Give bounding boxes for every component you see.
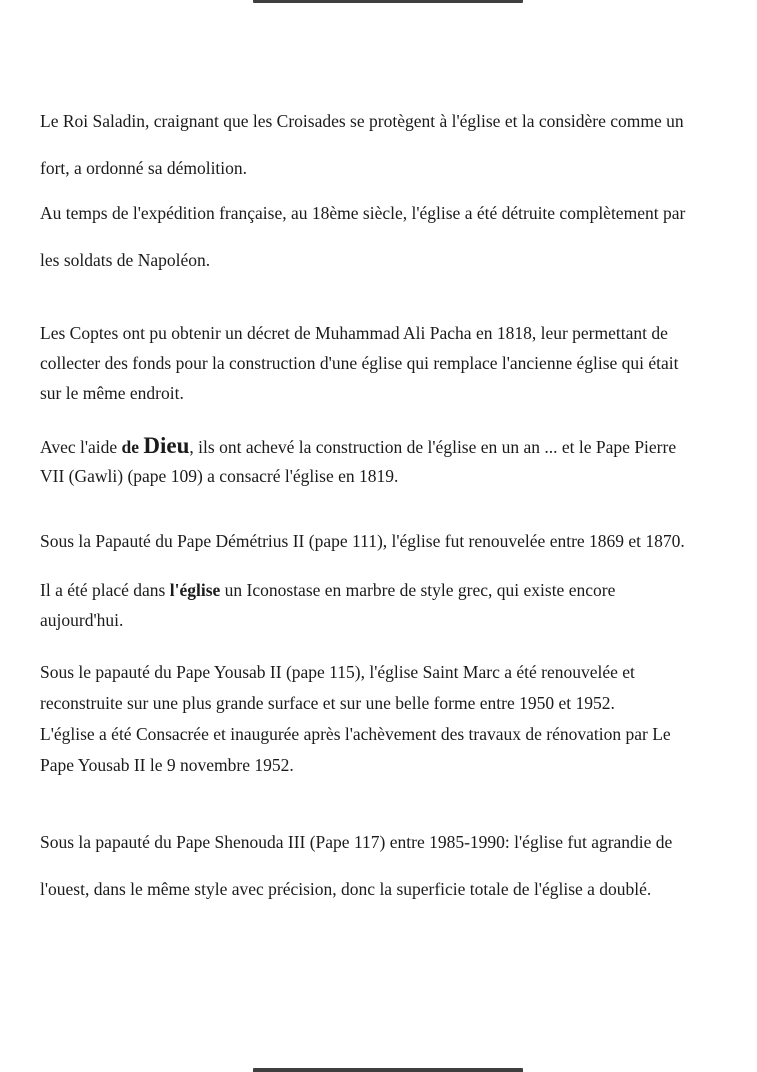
bold-text: de [121, 437, 144, 457]
text-line: les soldats de Napoléon. [40, 250, 211, 270]
text-segment: Il a été placé dans [40, 580, 170, 600]
text-line: Au temps de l'expédition française, au 18ème siècle, l'église a été détruite complètement par [40, 203, 686, 223]
text-line: VII (Gawli) (pape 109) a consacré l'église en 1819. [40, 466, 399, 486]
text-segment: un Iconostase en marbre de style grec, qui existe encore [220, 580, 616, 600]
cropped-element-top-edge [253, 0, 523, 3]
text-line: Le Roi Saladin, craignant que les Croisades se protègent à l'église et la considère comme un [40, 111, 684, 131]
text-line [40, 431, 740, 461]
text-line: sur le même endroit. [40, 383, 184, 403]
text-line: collecter des fonds pour la construction d'une église qui remplace l'ancienne église qui était [40, 353, 679, 373]
text-line: L'église a été Consacrée et inaugurée après l'achèvement des travaux de rénovation par Le [40, 724, 671, 744]
text-line: reconstruite sur une plus grande surface et sur une belle forme entre 1950 et 1952. [40, 693, 615, 713]
bold-large-text-dieu: Dieu [143, 433, 190, 458]
text-line [40, 575, 740, 605]
paragraph-iconostase [40, 575, 740, 635]
bold-text-eglise: l'église [169, 580, 221, 600]
text-line: Les Coptes ont pu obtenir un décret de Muhammad Ali Pacha en 1818, leur permettant de [40, 323, 668, 343]
paragraph-expedition-francaise [40, 190, 740, 284]
text-line: Sous le papauté du Pape Yousab II (pape 115), l'église Saint Marc a été renouvelée et [40, 662, 635, 682]
text-line: Sous la papauté du Pape Shenouda III (Pape 117) entre 1985-1990: l'église fut agrandie de [40, 832, 673, 852]
paragraph-decret-1818 [40, 318, 740, 408]
cropped-element-bottom-edge [253, 1068, 523, 1072]
text-line: fort, a ordonné sa démolition. [40, 158, 248, 178]
paragraph-yousab [40, 657, 740, 781]
text-line: Pape Yousab II le 9 novembre 1952. [40, 755, 294, 775]
text-segment: , ils ont achevé la construction de l'église en un an ... et le Pape Pierre [189, 437, 677, 457]
text-segment: Avec l'aide [40, 437, 122, 457]
paragraph-saladin [40, 98, 740, 192]
paragraph-demetrius [40, 526, 740, 556]
text-line: aujourd'hui. [40, 610, 124, 630]
text-line: l'ouest, dans le même style avec précision, donc la superficie totale de l'église a doublé. [40, 879, 652, 899]
paragraph-consecration-1819 [40, 431, 740, 491]
text-line: Sous la Papauté du Pape Démétrius II (pape 111), l'église fut renouvelée entre 1869 et 1870. [40, 531, 685, 551]
paragraph-shenouda [40, 819, 740, 913]
